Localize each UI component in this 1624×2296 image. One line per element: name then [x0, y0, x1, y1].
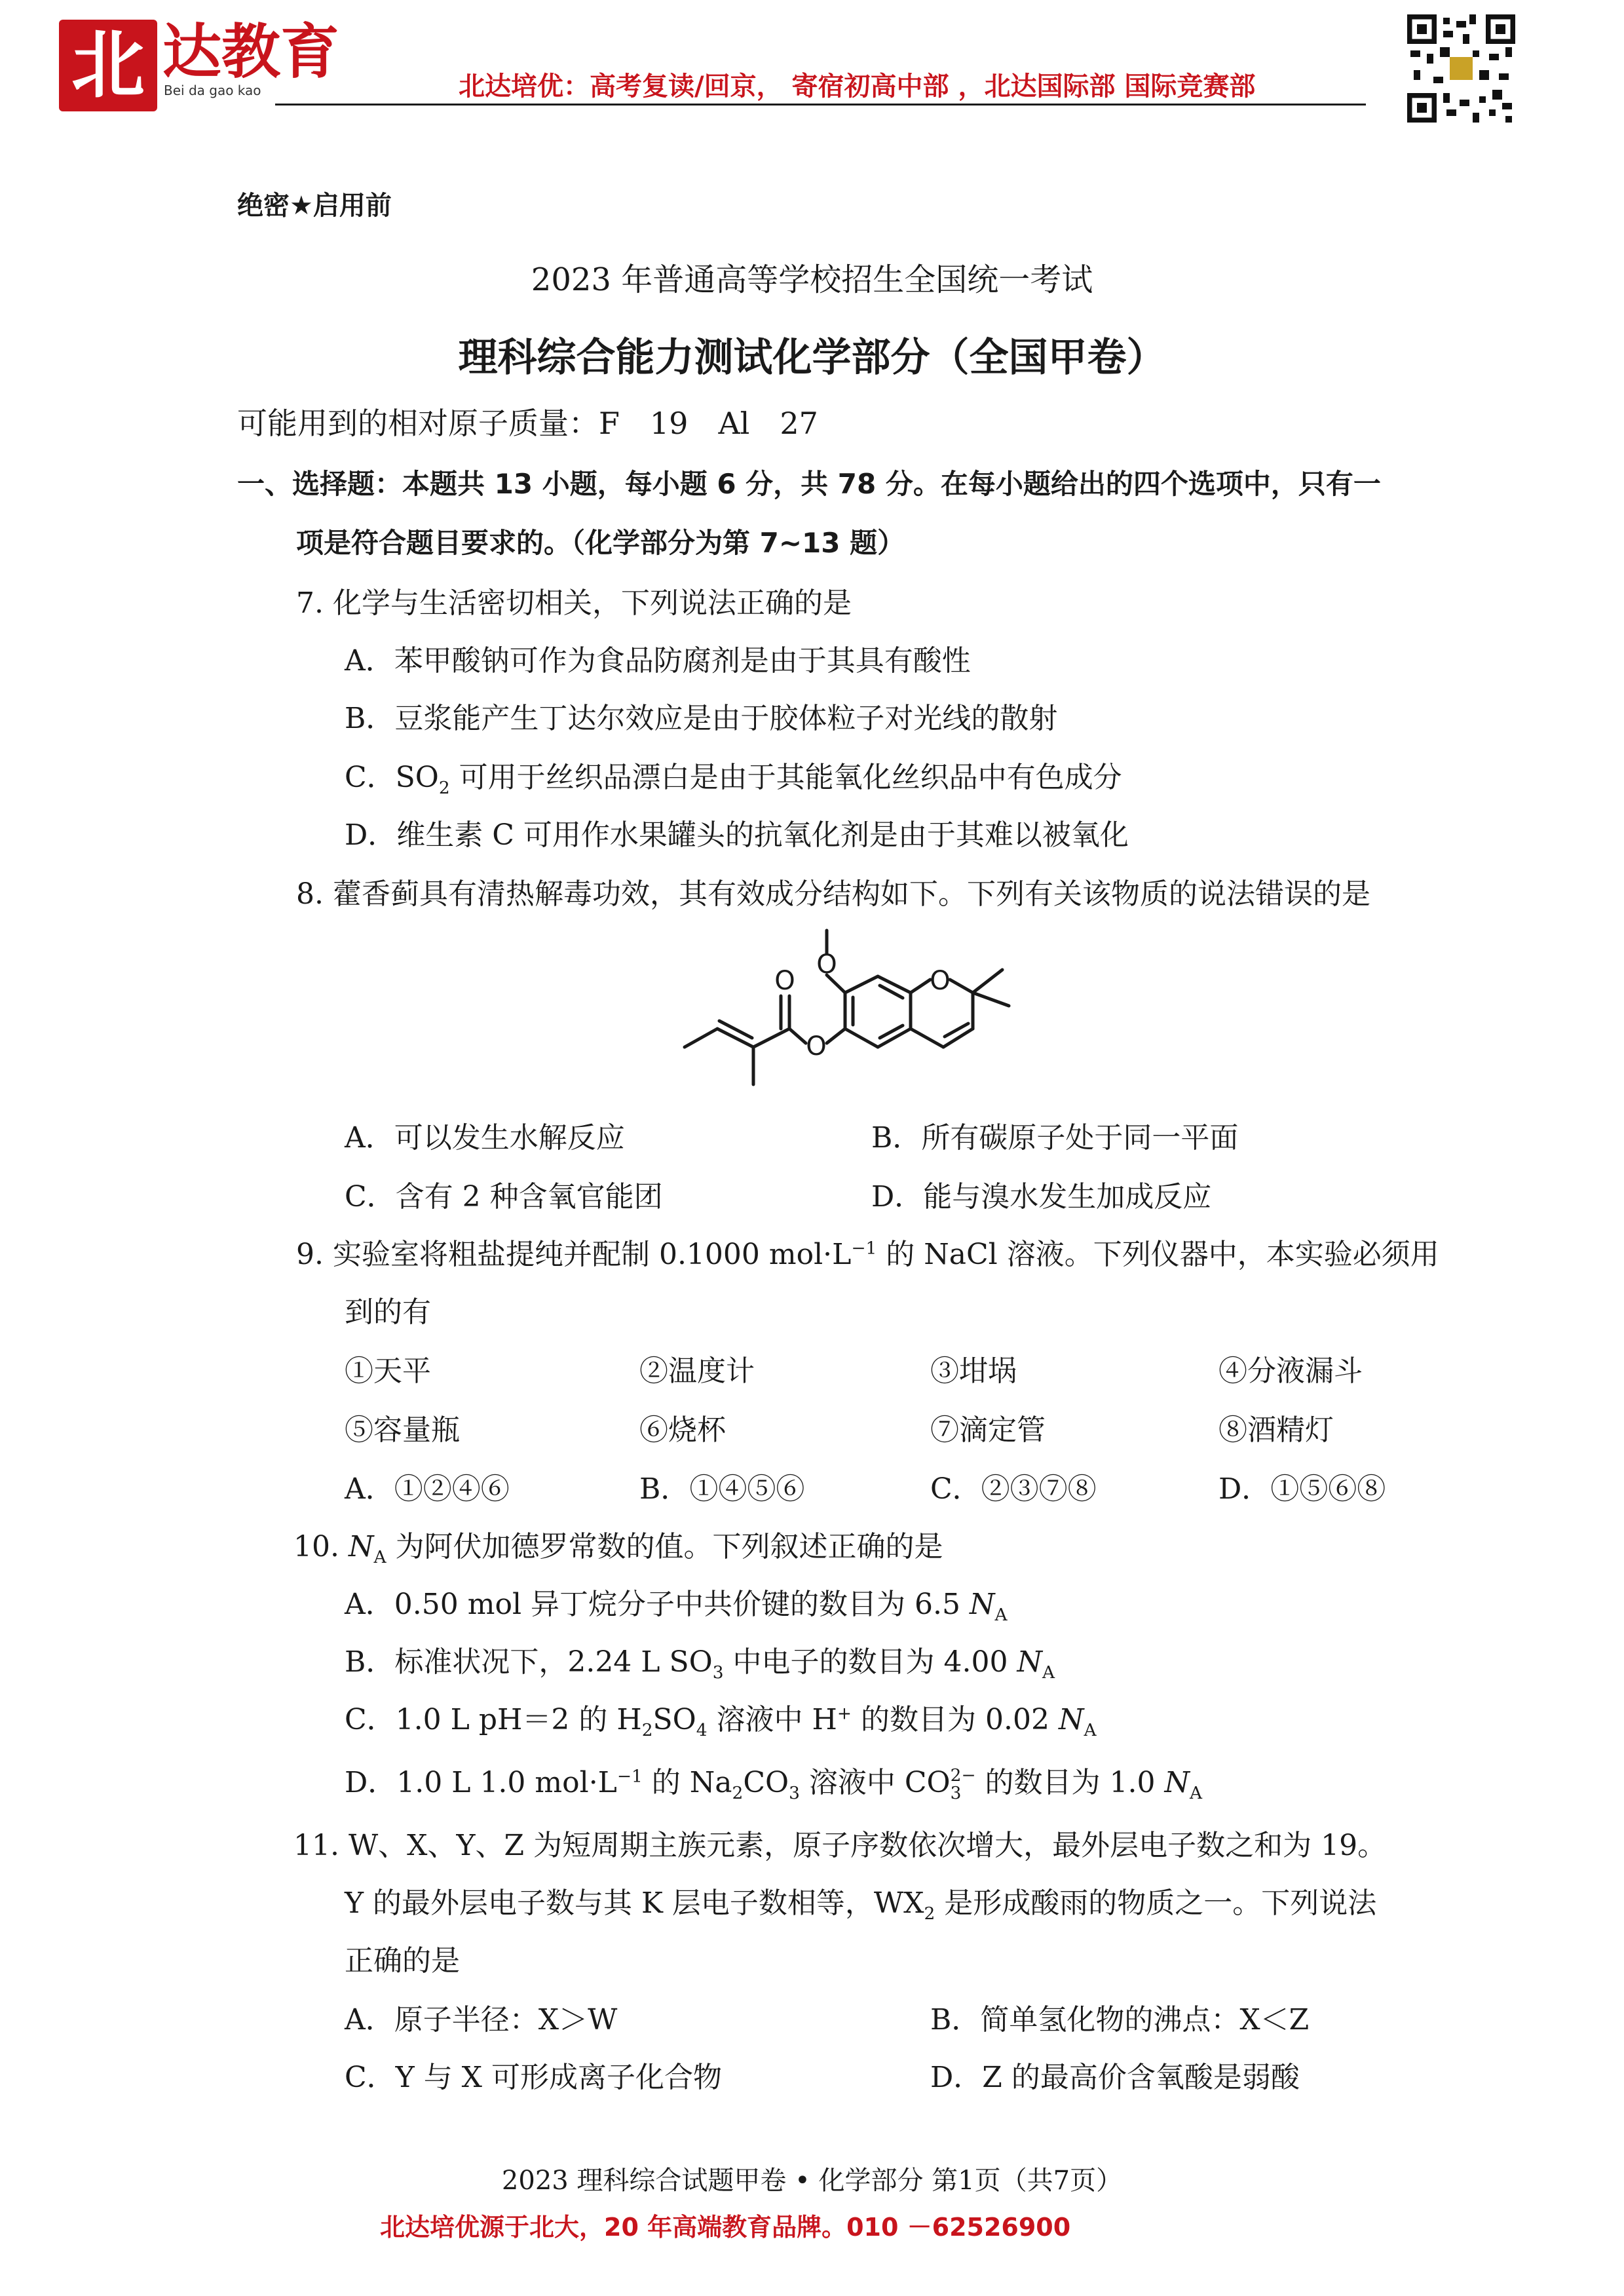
q8-option-b: B．所有碳原子处于同一平面	[871, 1121, 1239, 1155]
section-instructions-line1: 一、选择题：本题共 13 小题，每小题 6 分，共 78 分。在每小题给出的四个选项中，只有一	[237, 468, 1381, 500]
instrument-item: ⑤容量瓶	[345, 1413, 460, 1447]
q11-option-d: D．Z 的最高价含氧酸是弱酸	[930, 2061, 1300, 2094]
q10-stem: 10. $N_A$ 为阿伏加德罗常数的值。下列叙述正确的是	[293, 1530, 943, 1567]
instrument-item: ①天平	[345, 1354, 431, 1388]
q8-option-d: D．能与溴水发生加成反应	[871, 1180, 1212, 1214]
section-instructions-line2: 项是符合题目要求的。（化学部分为第 7~13 题）	[296, 527, 905, 559]
q8-option-a: A．可以发生水解反应	[345, 1121, 625, 1155]
page-footer: 2023 理科综合试题甲卷 • 化学部分 第1页（共7页）	[501, 2166, 1123, 2196]
q10-option-b: B．标准状况下，2.24 L $SO_3$ 中电子的数目为 4.00 $N_A$	[345, 1645, 1055, 1683]
logo-text: 达教育	[162, 18, 339, 86]
q7-option-d: D．维生素 C 可用作水果罐头的抗氧化剂是由于其难以被氧化	[345, 818, 1129, 852]
confidential-label: 绝密★启用前	[237, 191, 392, 221]
q11-option-b: B．简单氢化物的沸点：X＜Z	[930, 2003, 1310, 2037]
q9-option-d: D．①⑤⑥⑧	[1218, 1472, 1386, 1506]
q11-stem-line1: 11. W、X、Y、Z 为短周期主族元素，原子序数依次增大，最外层电子数之和为 19。	[293, 1829, 1387, 1862]
atom-o-carbonyl: O	[774, 966, 795, 996]
instrument-item: ⑦滴定管	[930, 1413, 1046, 1447]
exam-title: 2023 年普通高等学校招生全国统一考试	[531, 261, 1093, 298]
atomic-mass-line: 可能用到的相对原子质量：F 19 Al 27	[237, 406, 818, 441]
paper-title: 理科综合能力测试化学部分（全国甲卷）	[458, 335, 1166, 381]
instrument-item: ⑧酒精灯	[1218, 1413, 1334, 1447]
logo-pinyin: Bei da gao kao	[164, 83, 261, 98]
q9-option-a: A．①②④⑥	[345, 1472, 510, 1506]
chemical-structure-diagram	[681, 924, 1048, 1134]
q9-option-c: C．②③⑦⑧	[930, 1472, 1097, 1506]
q10-option-a: A．0.50 mol 异丁烷分子中共价键的数目为 6.5 $N_A$	[345, 1588, 1008, 1625]
header-slogan: 北达培优：高考复读/回京， 寄宿初高中部 ，北达国际部 国际竞赛部	[459, 71, 1256, 102]
q9-stem-line2: 到的有	[345, 1295, 431, 1329]
atom-o-methoxy: O	[816, 949, 837, 980]
instrument-item: ②温度计	[639, 1354, 755, 1388]
q11-option-c: C．Y 与 X 可形成离子化合物	[345, 2061, 722, 2094]
instrument-item: ③坩埚	[930, 1354, 1017, 1388]
logo-mark: 北	[59, 20, 157, 111]
q11-stem-line3: 正确的是	[345, 1944, 460, 1978]
q9-option-b: B．①④⑤⑥	[639, 1472, 805, 1506]
q10-option-d: D．1.0 L 1.0 $mol\cdot L^{-1}$ 的 $Na_2CO_3$ 溶液中 CO 2− 3 的数目为 1.0 $N_A$	[345, 1765, 1202, 1803]
q7-stem: 7. 化学与生活密切相关，下列说法正确的是	[296, 586, 852, 620]
footer-slogan: 北达培优源于北大，20 年高端教育品牌。010 －62526900	[380, 2213, 1071, 2242]
q11-option-a: A．原子半径：X＞W	[345, 2003, 618, 2037]
q7-option-b: B．豆浆能产生丁达尔效应是由于胶体粒子对光线的散射	[345, 702, 1058, 735]
instrument-item: ④分液漏斗	[1218, 1354, 1363, 1388]
q8-option-c: C．含有 2 种含氧官能团	[345, 1180, 663, 1214]
q9-stem: 9. 实验室将粗盐提纯并配制 0.1000 $mol\cdot L^{-1}$ 的 NaCl 溶液。下列仪器中，本实验必须用	[296, 1238, 1439, 1271]
q8-stem: 8. 藿香蓟具有清热解毒功效，其有效成分结构如下。下列有关该物质的说法错误的是	[296, 877, 1370, 911]
instrument-item: ⑥烧杯	[639, 1413, 726, 1447]
q10-option-c: C．1.0 L pH＝2 的 $H_2SO_4$ 溶液中 H+ 的数目为 0.02 $N_A$	[345, 1703, 1097, 1740]
q11-stem-line2: Y 的最外层电子数与其 K 层电子数相等，$WX_2$ 是形成酸雨的物质之一。下列说法	[345, 1886, 1377, 1924]
qr-code-icon	[1407, 14, 1515, 123]
q7-option-a: A．苯甲酸钠可作为食品防腐剂是由于其具有酸性	[345, 644, 971, 678]
header-divider	[275, 104, 1366, 105]
atom-o-ester: O	[806, 1031, 827, 1062]
q7-option-c: C．$SO_2$ 可用于丝织品漂白是由于其能氧化丝织品中有色成分	[345, 761, 1122, 798]
atom-o-ring: O	[930, 966, 951, 996]
